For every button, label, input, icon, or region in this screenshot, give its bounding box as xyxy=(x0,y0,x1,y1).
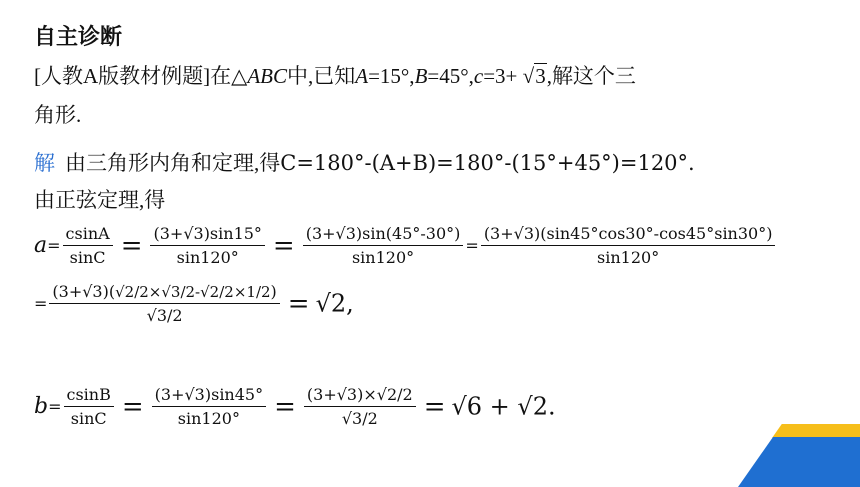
var-c: c xyxy=(473,64,484,88)
solution-line-1 xyxy=(34,147,695,177)
solution-math: C=180°-(A+B)=180°-(15°+45°)=120°. xyxy=(280,151,695,175)
problem-line-1 xyxy=(34,60,636,90)
fraction: $\frac{(3+√3)(√2/2\times√3/2-√2/2\times 1/2)}{√3/2}$ xyxy=(49,282,279,325)
eq-b-result: √6 + √2. xyxy=(451,392,556,421)
problem-text: [人教A版教材例题]在△ xyxy=(34,64,248,88)
eq-a-lhs: a xyxy=(34,233,48,258)
decorative-yellow-stripe xyxy=(772,424,860,438)
fraction: $\frac{(3+√3)(\sin 45^\circ\cos 30^\circ-\cos 45^\circ\sin 30^\circ)}{\sin 120^\circ}$ xyxy=(481,224,776,267)
equation-b: b= $\frac{csinB}{\sin C}$ = $\frac{(3+√3)\sin 45^\circ}{\sin 120^\circ}$ = $\frac{(3+√3)\times√2/2}{√3/2}$ = √6 + √2. xyxy=(34,385,556,428)
sqrt-symbol: √3 xyxy=(522,64,546,88)
value-c: =3+ xyxy=(483,64,518,88)
eq-a-result: √2, xyxy=(315,289,354,318)
section-heading: 自主诊断 xyxy=(34,25,123,50)
fraction: $\frac{csinA}{\sin C}$ xyxy=(63,224,113,267)
solution-text: 由三角形内角和定理,得 xyxy=(65,151,281,175)
fraction: $\frac{csinB}{\sin C}$ xyxy=(64,385,114,428)
equation-a-row-2: = $\frac{(3+√3)(√2/2\times√3/2-√2/2\times 1/2)}{√3/2}$ = √2, xyxy=(34,282,354,325)
value-B: =45°, xyxy=(427,64,474,88)
problem-line-2: 角形. xyxy=(34,103,82,127)
fraction: $\frac{(3+√3)\times√2/2}{√3/2}$ xyxy=(304,385,416,428)
problem-text: 中,已知 xyxy=(286,64,356,88)
problem-text: ,解这个三 xyxy=(546,64,636,88)
triangle-name: ABC xyxy=(247,64,287,88)
solution-line-2: 由正弦定理,得 xyxy=(34,188,166,212)
decorative-blue-block xyxy=(738,437,860,487)
fraction: $\frac{(3+√3)\sin(45^\circ-30^\circ)}{\sin 120^\circ}$ xyxy=(303,224,464,267)
value-A: =15°, xyxy=(368,64,415,88)
fraction: $\frac{(3+√3)\sin 15^\circ}{\sin 120^\circ}$ xyxy=(150,224,264,267)
fraction: $\frac{(3+√3)\sin 45^\circ}{\sin 120^\circ}$ xyxy=(152,385,266,428)
var-A: A xyxy=(355,64,369,88)
var-B: B xyxy=(414,64,428,88)
eq-b-lhs: b xyxy=(34,394,49,419)
equation-a-row-1: a= $\frac{csinA}{\sin C}$ = $\frac{(3+√3)\sin 15^\circ}{\sin 120^\circ}$ = $\frac{(3+√3)\sin(45^\circ-30^\circ)}{\sin 120^\circ}$ = $\frac{(3+√3)(\sin 45^\circ\cos 30^\circ-\cos 45^\circ\sin 30^\circ)}{\sin 120^\circ}$ xyxy=(34,224,777,267)
solution-label: 解 xyxy=(34,151,55,175)
